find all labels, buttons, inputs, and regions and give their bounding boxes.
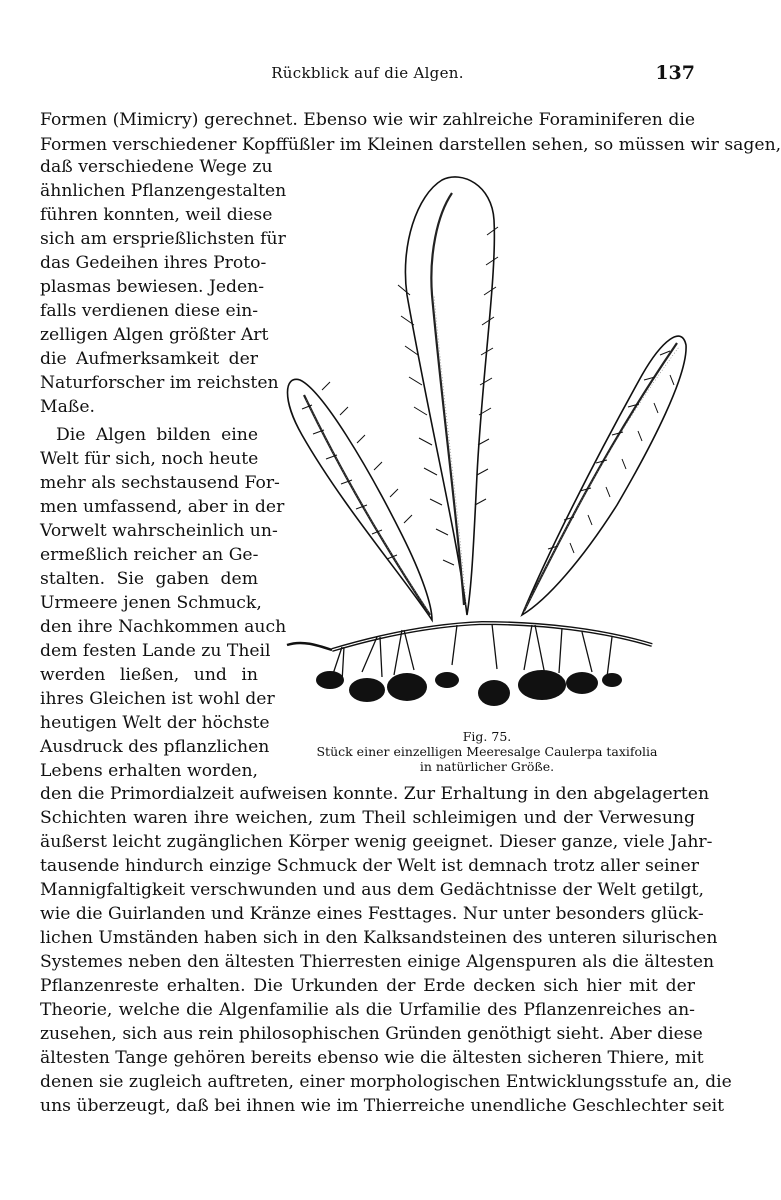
text-line: Theorie, welche die Algenfamilie als die Urfamilie des Pflanzenreiches an-: [40, 1000, 695, 1020]
text-line: werden ließen, und in: [40, 665, 258, 685]
text-line: mehr als sechstausend For-: [40, 473, 280, 493]
running-head: Rückblick auf die Algen.: [271, 64, 464, 82]
text-line: sich am ersprießlichsten für: [40, 229, 286, 249]
text-line: ermeßlich reicher an Ge-: [40, 545, 259, 565]
text-line: zusehen, sich aus rein philosophischen Gründen genöthigt sieht. Aber diese: [40, 1024, 703, 1044]
text-line: heutigen Welt der höchste: [40, 713, 270, 733]
text-line: den ihre Nachkommen auch: [40, 617, 287, 637]
text-line: plasmas bewiesen. Jeden-: [40, 277, 265, 297]
figure-label: Fig. 75.: [462, 729, 512, 744]
text-line: äußerst leicht zugänglichen Körper wenig geeignet. Dieser ganze, viele Jahr-: [40, 832, 713, 852]
text-line: den die Primordialzeit aufweisen konnte. Zur Erhaltung in den abgelagerten: [40, 784, 710, 804]
figure-caption-line2: in natürlicher Größe.: [419, 759, 555, 774]
text-line: Systemes neben den ältesten Thierresten einige Algenspuren als die ältesten: [40, 952, 715, 972]
frond-right: [522, 336, 686, 615]
text-line: Welt für sich, noch heute: [40, 449, 259, 469]
caulerpa-illustration: [282, 175, 694, 715]
figure-caption-line1: Stück einer einzelligen Meeresalge Caulerpa taxifolia: [316, 744, 658, 759]
text-line: Mannigfaltigkeit verschwunden und aus dem Gedächtnisse der Welt getilgt,: [40, 880, 704, 900]
frond-center: [405, 177, 494, 615]
rhizoid-tufts: [316, 670, 622, 706]
frond-left: [288, 379, 433, 620]
text-line: Formen verschiedener Kopffüßler im Kleinen darstellen sehen, so müssen wir sagen,: [40, 135, 781, 155]
text-line: wie die Guirlanden und Kränze eines Festtages. Nur unter besonders glück-: [40, 904, 704, 924]
text-line: Ausdruck des pflanzlichen: [40, 737, 270, 757]
text-line: Lebens erhalten worden,: [40, 761, 258, 781]
text-line: uns überzeugt, daß bei ihnen wie im Thierreiche unendliche Geschlechter seit: [40, 1096, 725, 1116]
page-number: 137: [655, 62, 695, 84]
text-line: Schichten waren ihre weichen, zum Theil schleimigen und der Verwesung: [40, 808, 695, 828]
text-line: ältesten Tange gehören bereits ebenso wie die ältesten sicheren Thiere, mit: [40, 1048, 704, 1068]
text-line: Maße.: [40, 397, 95, 417]
text-line: das Gedeihen ihres Proto-: [40, 253, 267, 273]
text-line: Vorwelt wahrscheinlich un-: [40, 521, 278, 541]
text-line: die Aufmerksamkeit der: [40, 349, 258, 369]
text-line: stalten. Sie gaben dem: [40, 569, 258, 589]
text-line: Die Algen bilden eine: [56, 425, 258, 445]
text-line: führen konnten, weil diese: [40, 205, 273, 225]
text-line: men umfassend, aber in der: [40, 497, 285, 517]
text-line: Formen (Mimicry) gerechnet. Ebenso wie wir zahlreiche Foraminiferen die: [40, 110, 695, 130]
text-line: ähnlichen Pflanzengestalten: [40, 181, 287, 201]
text-line: Naturforscher im reichsten: [40, 373, 279, 393]
stolon: [287, 623, 652, 650]
text-line: Urmeere jenen Schmuck,: [40, 593, 262, 613]
page-header: [40, 64, 695, 90]
text-line: dem festen Lande zu Theil: [40, 641, 271, 661]
text-line: ihres Gleichen ist wohl der: [40, 689, 275, 709]
text-line: tausende hindurch einzige Schmuck der Welt ist demnach trotz aller seiner: [40, 856, 699, 876]
text-line: denen sie zugleich auftreten, einer morphologischen Entwicklungsstufe an, die: [40, 1072, 732, 1092]
text-line: Pflanzenreste erhalten. Die Urkunden der Erde decken sich hier mit der: [40, 976, 695, 996]
text-line: daß verschiedene Wege zu: [40, 157, 273, 177]
rhizoids: [332, 624, 612, 682]
text-line: lichen Umständen haben sich in den Kalksandsteinen des unteren silurischen: [40, 928, 718, 948]
text-line: falls verdienen diese ein-: [40, 301, 259, 321]
text-line: zelligen Algen größter Art: [40, 325, 269, 345]
